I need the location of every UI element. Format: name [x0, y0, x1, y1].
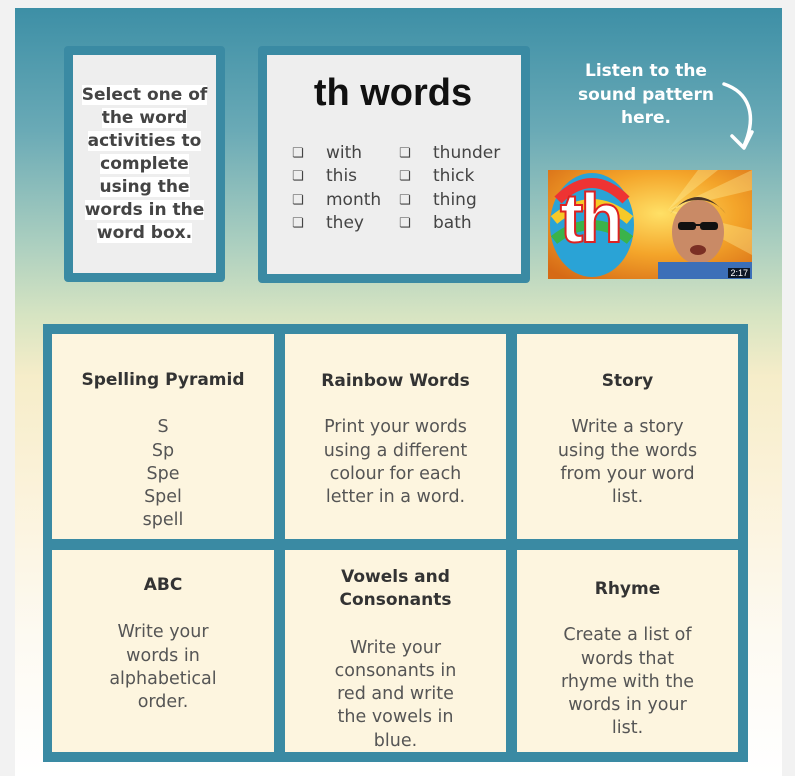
activity-body-line: order.	[137, 692, 189, 713]
activity-title-line: Consonants	[339, 590, 452, 611]
activity-body-line: Write your	[117, 622, 209, 643]
activity-title	[285, 566, 506, 613]
listen-prompt	[571, 60, 721, 131]
activity-cell-spelling-pyramid[interactable]	[52, 334, 274, 539]
word-label: thick	[433, 166, 475, 187]
checkbox-icon: ❏	[399, 146, 411, 161]
word-item	[399, 212, 511, 235]
checkbox-icon: ❏	[292, 215, 304, 231]
word-item	[399, 142, 511, 165]
video-thumbnail[interactable]	[548, 170, 752, 279]
video-thumbnail-text: th	[560, 179, 621, 257]
activity-cell-rhyme[interactable]	[517, 550, 738, 752]
word-item	[399, 189, 511, 212]
activity-cell-abc[interactable]	[52, 550, 274, 752]
activity-grid	[43, 324, 748, 762]
activity-title: Spelling Pyramid	[81, 370, 245, 390]
pyramid-line: spell	[142, 510, 184, 531]
activity-title: Rhyme	[594, 579, 661, 599]
instruction-line: words in the	[84, 199, 205, 220]
pyramid-line: S	[157, 417, 169, 438]
activity-body-line: rhyme with the	[560, 671, 695, 692]
curved-arrow-down-icon	[718, 80, 760, 154]
activity-body	[517, 624, 738, 740]
instruction-line: using the	[99, 176, 190, 197]
instruction-line: Select one of	[81, 84, 208, 105]
word-list-right	[399, 142, 511, 235]
video-duration: 2:17	[730, 268, 748, 278]
word-label: with	[326, 143, 363, 163]
activity-body-line: alphabetical	[109, 668, 217, 689]
word-label: thunder	[433, 143, 501, 163]
instruction-line: activities to	[87, 130, 202, 151]
checkbox-icon: ❏	[292, 169, 304, 185]
word-item	[292, 142, 404, 165]
activity-body-line: Create a list of	[563, 625, 692, 646]
activity-body-line: from your word	[560, 463, 695, 484]
activity-title-line: Vowels and	[341, 567, 450, 587]
activity-body-line: red and write	[337, 684, 454, 705]
pyramid-line: Sp	[151, 440, 175, 461]
activity-cell-rainbow-words[interactable]	[285, 334, 506, 539]
word-item	[399, 165, 511, 188]
activity-body-line: blue.	[373, 730, 418, 751]
checkbox-icon: ❏	[399, 215, 411, 231]
activity-body-line: Print your words	[324, 417, 467, 438]
checkbox-icon: ❏	[292, 146, 304, 161]
activity-body	[517, 416, 738, 509]
activity-body-line: words in your	[568, 695, 687, 716]
activity-cell-vowels-consonants[interactable]	[285, 550, 506, 752]
listen-line: sound pattern	[578, 84, 714, 105]
activity-body-line: Write a story	[571, 417, 684, 438]
activity-body-line: using a different	[323, 440, 468, 461]
activity-cell-story[interactable]	[517, 334, 738, 539]
checkbox-icon: ❏	[399, 169, 411, 185]
instruction-text	[73, 55, 216, 273]
pyramid-line: Spel	[144, 487, 182, 508]
activity-body	[285, 416, 506, 509]
activity-body-line: list.	[611, 487, 644, 508]
checkbox-icon: ❏	[399, 192, 411, 208]
activity-body-line: letter in a word.	[325, 487, 466, 508]
activity-title: Story	[601, 371, 654, 391]
word-label: month	[326, 189, 382, 210]
activity-body-line: words that	[580, 648, 675, 669]
listen-line: Listen to the	[585, 61, 707, 81]
activity-body-line: the vowels in	[337, 707, 454, 728]
activity-body-line: Write your	[349, 637, 442, 658]
word-item	[292, 165, 404, 188]
checkbox-icon: ❏	[292, 192, 304, 208]
word-list-left	[292, 142, 404, 235]
word-label: thing	[433, 189, 477, 210]
activity-title: ABC	[143, 575, 183, 595]
listen-line: here.	[620, 108, 671, 128]
activity-body-line: consonants in	[334, 660, 457, 681]
instruction-line: the word	[101, 107, 188, 128]
word-label: they	[326, 212, 364, 233]
word-label: bath	[433, 212, 472, 233]
activity-body	[285, 637, 506, 753]
word-item	[292, 189, 404, 212]
instruction-line: complete	[100, 153, 189, 174]
activity-title: Rainbow Words	[321, 371, 470, 391]
instruction-line: word box.	[96, 222, 193, 243]
word-box-title: th words	[313, 72, 473, 114]
activity-body-line: list.	[611, 718, 644, 739]
word-label: this	[326, 166, 358, 187]
activity-body-line: words in	[126, 645, 200, 666]
pyramid-line: Spe	[146, 463, 180, 484]
word-item	[292, 212, 404, 235]
activity-body-line: using the words	[557, 440, 698, 461]
activity-body-line: colour for each	[329, 463, 462, 484]
activity-body	[52, 416, 274, 532]
activity-body	[52, 621, 274, 714]
